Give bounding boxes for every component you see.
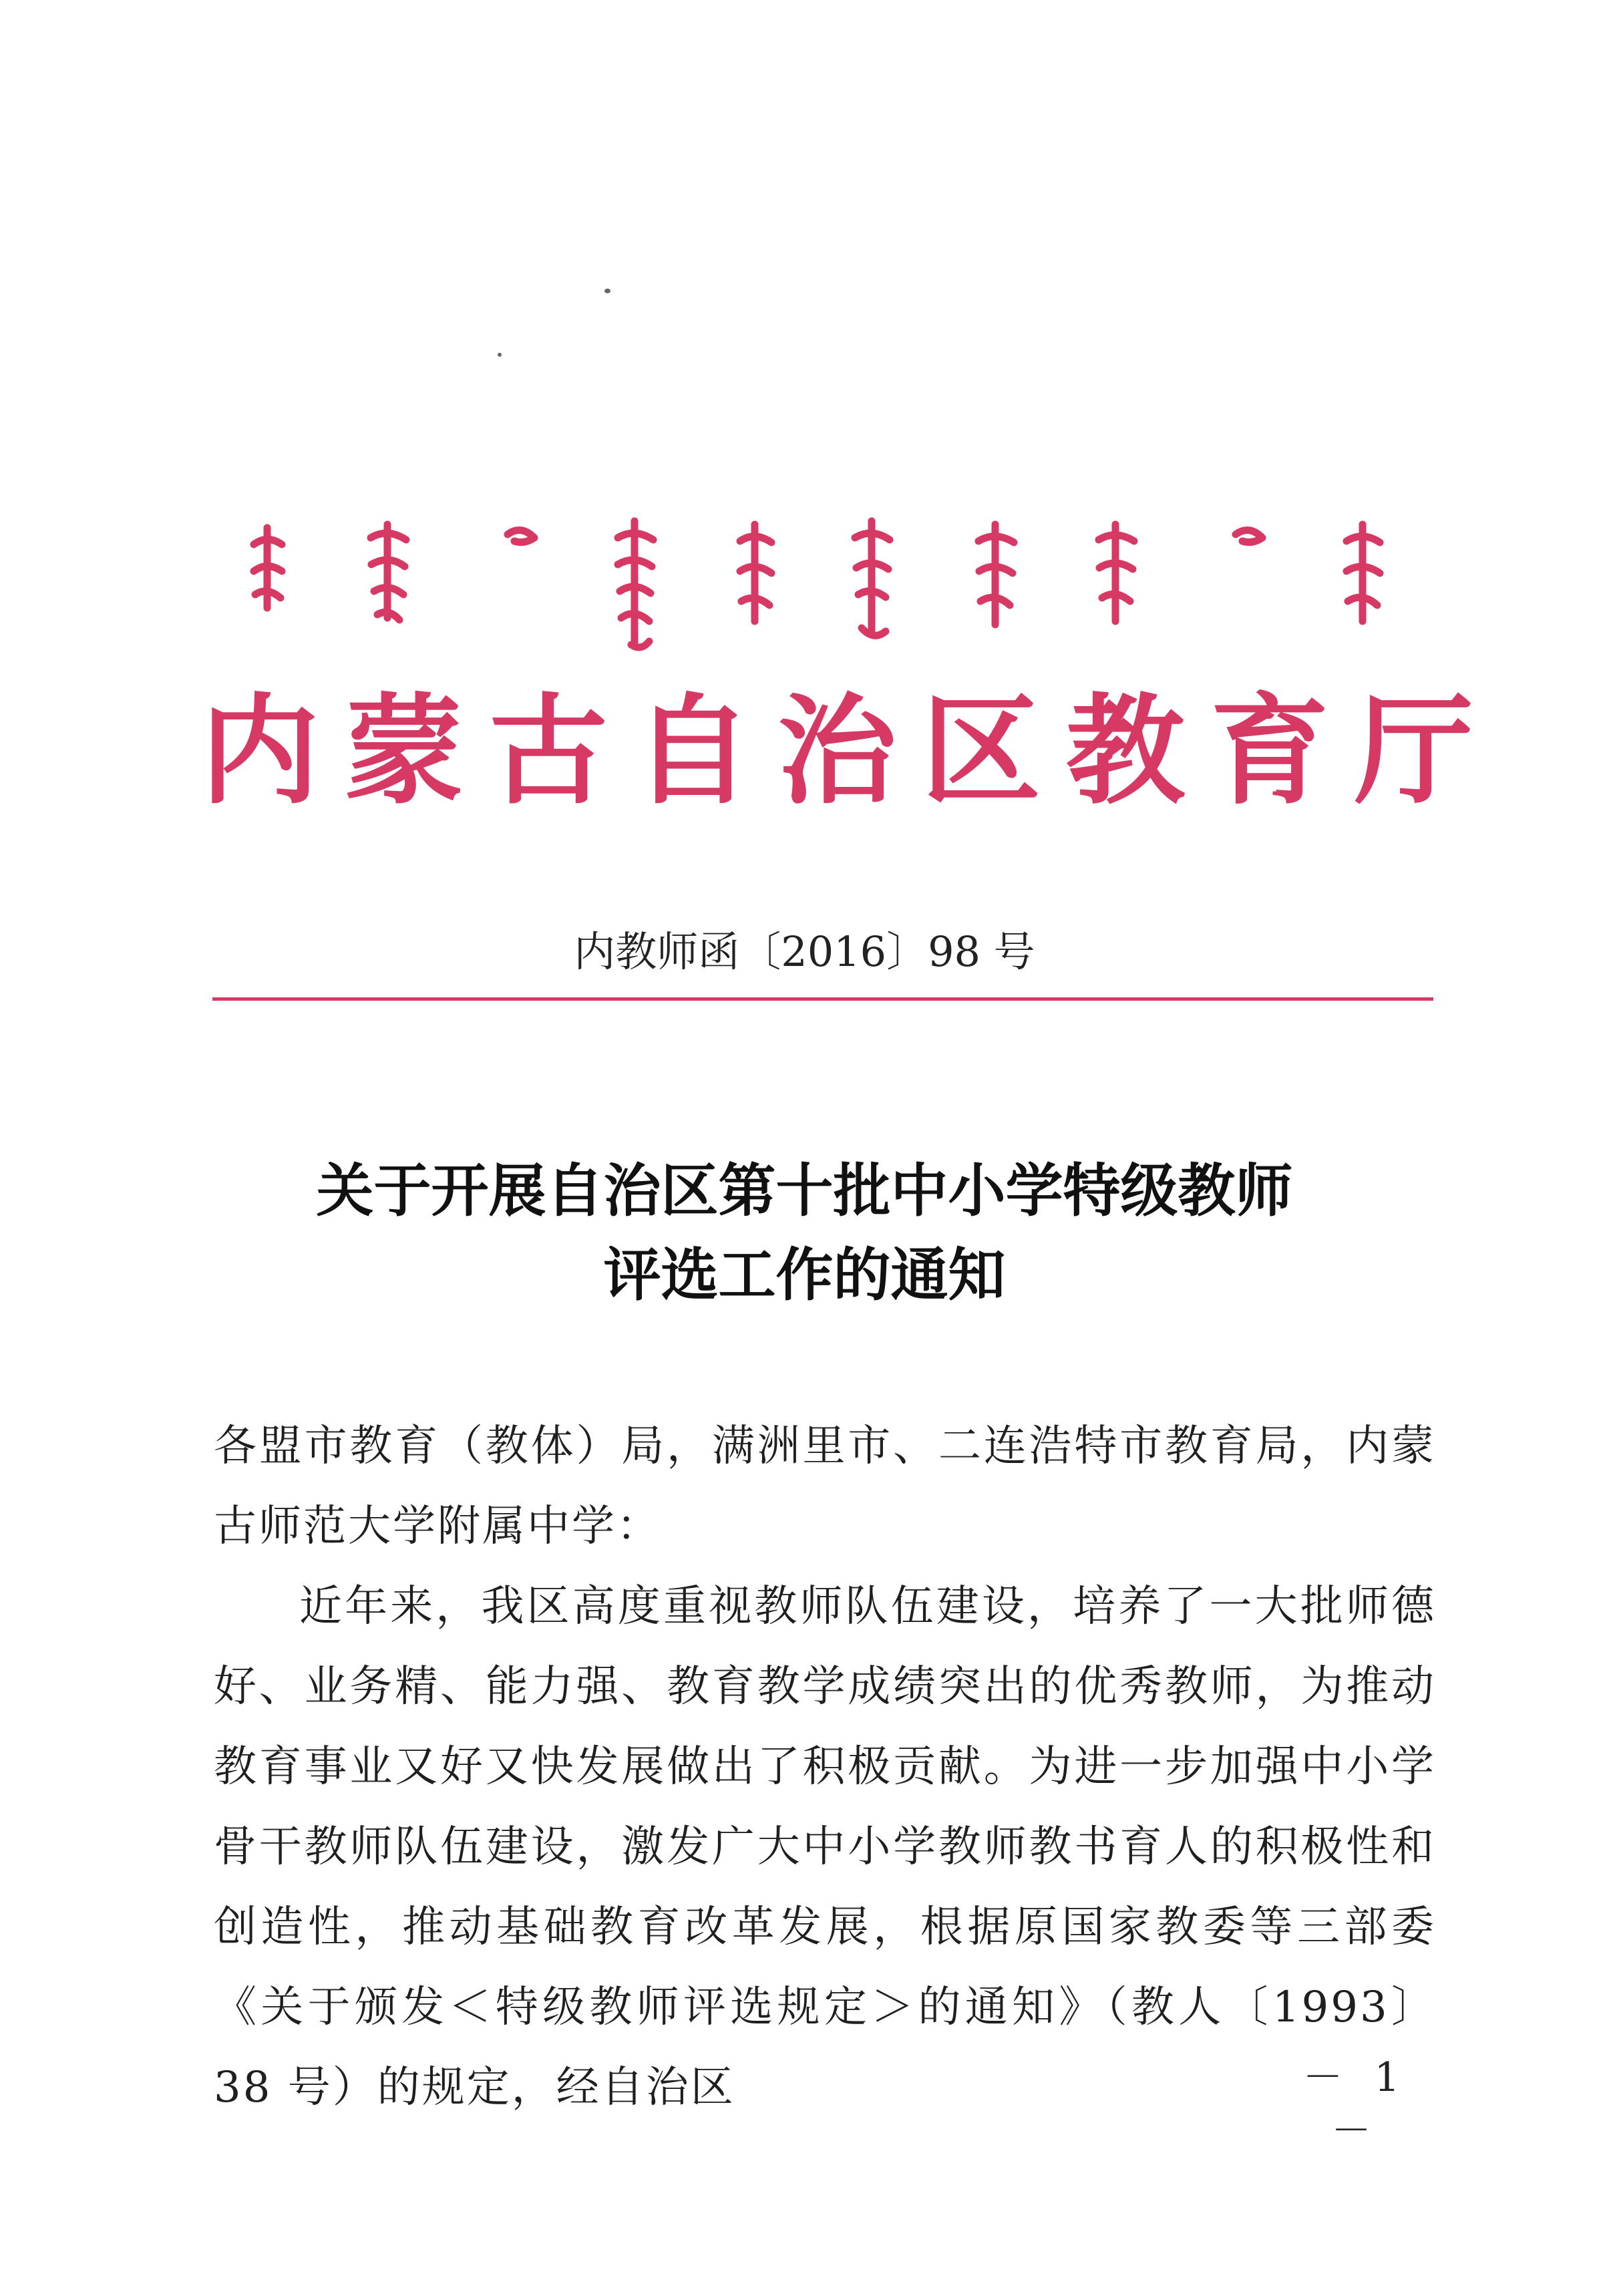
title-line-2: 评选工作的通知 [603, 1242, 1006, 1309]
mongolian-script-graphic [240, 508, 1403, 675]
document-title [0, 1149, 1609, 1317]
organization-name: 内蒙古自治区教育厅 [200, 682, 1499, 820]
salutation: 各盟市教育（教体）局，满洲里市、二连浩特市教育局，内蒙古师范大学附属中学： [214, 1422, 1436, 1551]
mongolian-script-heading [240, 508, 1403, 675]
page-number: － 1 － [1302, 2054, 1409, 2154]
letterhead-divider [212, 997, 1433, 1001]
body-paragraph: 近年来，我区高度重视教师队伍建设，培养了一大批师德好、业务精、能力强、教育教学成绩突出的优秀教师，为推动教育事业又好又快发展做出了积极贡献。为进一步加强中小学骨干教师队伍建设，激发广大中小学教师教书育人的积极性和创造性，推动基础教育改革发展，根据原国家教委等三部委《关于颁发＜特级教师评选规定＞的通知》（教人〔1993〕38 号）的规定，经自治区 [214, 1582, 1436, 2112]
document-body [214, 1406, 1436, 2128]
scan-speck [498, 353, 502, 357]
document-number: 内教师函〔2016〕98 号 [574, 927, 1035, 976]
scan-speck [604, 289, 610, 293]
title-line-1: 关于开展自治区第十批中小学特级教师 [316, 1158, 1293, 1224]
